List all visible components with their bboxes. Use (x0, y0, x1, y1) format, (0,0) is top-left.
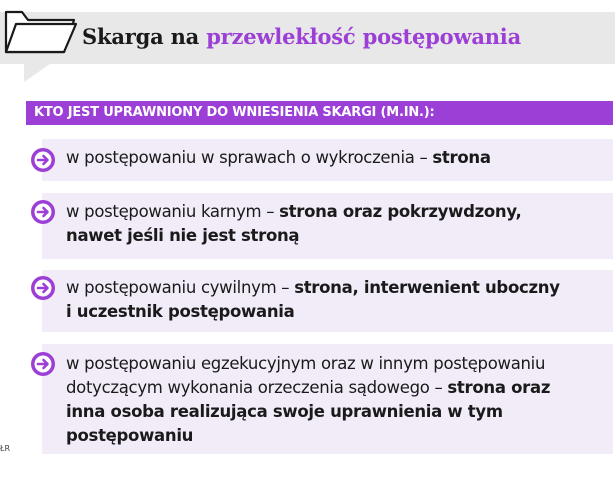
item-text-bold: i uczestnik postępowania (66, 302, 295, 321)
item-text-plain: w postępowaniu egzekucyjnym oraz w innym postępowaniu (66, 354, 546, 373)
footnote: ŁR (0, 444, 11, 453)
item-text-plain: dotyczącym wykonania orzeczenia sądowego – (66, 378, 448, 397)
item-text-plain: w postępowaniu cywilnym – (66, 278, 295, 297)
item-text-plain: w postępowaniu w sprawach o wykroczenia – (66, 148, 433, 167)
arrow-right-circle-icon (30, 199, 56, 225)
item-text-bold: nawet jeśli nie jest stroną (66, 226, 300, 245)
folder-icon (2, 2, 80, 58)
arrow-right-circle-icon (30, 275, 56, 301)
item-text-bold: postępowaniu (66, 426, 194, 445)
item-text-bold: strona, interwenient uboczny (294, 278, 560, 297)
item-text-bold: inna osoba realizująca swoje uprawnienia w tym (66, 402, 503, 421)
arrow-right-circle-icon (30, 147, 56, 173)
title-plain: Skarga na (82, 24, 207, 49)
list-item-text (66, 352, 550, 448)
item-text-bold: strona oraz (447, 378, 551, 397)
item-text-bold: strona oraz pokrzywdzony, (279, 202, 522, 221)
list-item-text (66, 200, 522, 248)
title-accent: przewlekłość postępowania (206, 24, 521, 49)
list-item-text (66, 146, 491, 170)
arrow-right-circle-icon (30, 351, 56, 377)
list-item-text (66, 276, 560, 324)
page-title (82, 24, 521, 49)
section-subheader: KTO JEST UPRAWNIONY DO WNIESIENIA SKARGI (M.IN.): (26, 101, 613, 125)
header-tail (24, 64, 50, 82)
item-text-plain: w postępowaniu karnym – (66, 202, 280, 221)
item-text-bold: strona (432, 148, 491, 167)
